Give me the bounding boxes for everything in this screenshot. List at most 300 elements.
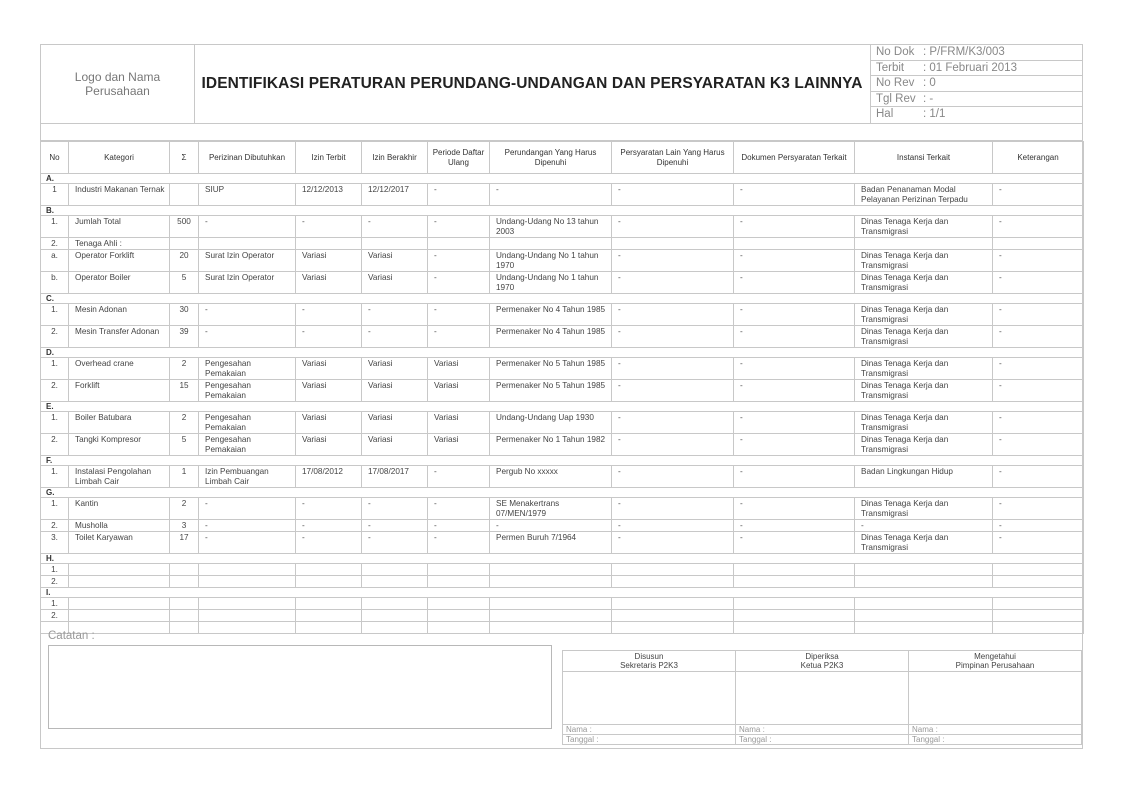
cell-perizinan: Pengesahan Pemakaian [199, 358, 296, 380]
cell-izin-terbit [296, 622, 362, 634]
cell-perizinan [199, 598, 296, 610]
regulation-table [40, 141, 1084, 634]
cell-izin-berakhir [362, 610, 428, 622]
cell-perizinan: Pengesahan Pemakaian [199, 380, 296, 402]
signature-name-label: Nama : [736, 725, 909, 735]
cell-izin-terbit [296, 238, 362, 250]
cell-izin-berakhir: - [362, 498, 428, 520]
cell-no: 1. [41, 564, 69, 576]
cell-persyaratan: - [612, 272, 734, 294]
cell-izin-terbit: Variasi [296, 434, 362, 456]
cell-instansi [855, 238, 993, 250]
cell-sum [170, 238, 199, 250]
cell-keterangan: - [993, 434, 1084, 456]
cell-keterangan: - [993, 466, 1084, 488]
cell-periode: - [428, 498, 490, 520]
cell-perundangan: Undang-Undang Uap 1930 [490, 412, 612, 434]
table-row [41, 326, 1084, 348]
cell-instansi [855, 598, 993, 610]
section-label: E. [41, 402, 1084, 412]
cell-dokumen: - [734, 272, 855, 294]
table-row [41, 434, 1084, 456]
cell-no: 1. [41, 598, 69, 610]
cell-periode [428, 622, 490, 634]
section-label: C. [41, 294, 1084, 304]
cell-kategori: Overhead crane [69, 358, 170, 380]
column-header-periode: Periode Daftar Ulang [428, 142, 490, 174]
signature-name-row [563, 725, 1082, 735]
cell-perizinan: Pengesahan Pemakaian [199, 412, 296, 434]
cell-perundangan: - [490, 520, 612, 532]
section-label: F. [41, 456, 1084, 466]
document-title: IDENTIFIKASI PERATURAN PERUNDANG-UNDANGAN DAN PERSYARATAN K3 LAINNYA [201, 75, 863, 92]
cell-perizinan: - [199, 532, 296, 554]
cell-dokumen: - [734, 304, 855, 326]
table-row [41, 216, 1084, 238]
cell-perundangan [490, 564, 612, 576]
cell-periode: Variasi [428, 434, 490, 456]
cell-izin-terbit [296, 564, 362, 576]
section-row [41, 402, 1084, 412]
doc-info-value: : 0 [923, 77, 936, 90]
cell-persyaratan: - [612, 304, 734, 326]
cell-izin-berakhir: Variasi [362, 434, 428, 456]
doc-info-row [871, 107, 1083, 123]
section-label: A. [41, 174, 1084, 184]
cell-perizinan: Izin Pembuangan Limbah Cair [199, 466, 296, 488]
cell-izin-terbit [296, 598, 362, 610]
cell-kategori: Operator Forklift [69, 250, 170, 272]
cell-dokumen: - [734, 520, 855, 532]
cell-persyaratan: - [612, 434, 734, 456]
cell-kategori [69, 598, 170, 610]
cell-persyaratan: - [612, 412, 734, 434]
cell-perundangan: Permenaker No 5 Tahun 1985 [490, 380, 612, 402]
section-row [41, 206, 1084, 216]
table-header-row [41, 142, 1084, 174]
signature-name-label: Nama : [563, 725, 736, 735]
cell-keterangan: - [993, 520, 1084, 532]
signature-position: Ketua P2K3 [800, 661, 844, 670]
document-info [870, 45, 1083, 123]
signature-position: Sekretaris P2K3 [620, 661, 678, 670]
signature-role: Disusun [634, 652, 664, 661]
cell-perundangan: Undang-Undang No 1 tahun 1970 [490, 272, 612, 294]
cell-kategori: Tangki Kompresor [69, 434, 170, 456]
header-spacer-row [40, 124, 1083, 141]
cell-izin-terbit: Variasi [296, 380, 362, 402]
section-label: B. [41, 206, 1084, 216]
cell-perizinan: - [199, 498, 296, 520]
signature-name-label: Nama : [909, 725, 1082, 735]
cell-no: 2. [41, 610, 69, 622]
column-header-sum: Σ [170, 142, 199, 174]
cell-izin-terbit: - [296, 326, 362, 348]
cell-persyaratan [612, 622, 734, 634]
cell-instansi: Dinas Tenaga Kerja dan Transmigrasi [855, 216, 993, 238]
signature-role: Mengetahui [974, 652, 1016, 661]
cell-sum: 5 [170, 272, 199, 294]
doc-info-value: : - [923, 92, 934, 105]
cell-perundangan [490, 576, 612, 588]
cell-instansi: Dinas Tenaga Kerja dan Transmigrasi [855, 272, 993, 294]
cell-perizinan: SIUP [199, 184, 296, 206]
cell-dokumen [734, 622, 855, 634]
cell-perundangan: Undang-Udang No 13 tahun 2003 [490, 216, 612, 238]
cell-izin-terbit: Variasi [296, 358, 362, 380]
table-row [41, 184, 1084, 206]
cell-sum [170, 598, 199, 610]
cell-perizinan [199, 564, 296, 576]
cell-keterangan: - [993, 358, 1084, 380]
cell-dokumen [734, 598, 855, 610]
cell-kategori: Boiler Batubara [69, 412, 170, 434]
signature-date-label: Tanggal : [563, 735, 736, 745]
cell-kategori: Industri Makanan Ternak [69, 184, 170, 206]
cell-izin-berakhir: - [362, 532, 428, 554]
signature-area [736, 672, 909, 725]
signature-table [562, 650, 1082, 745]
doc-info-key: Tgl Rev [876, 92, 916, 105]
cell-kategori: Mesin Adonan [69, 304, 170, 326]
cell-izin-berakhir [362, 622, 428, 634]
cell-sum: 2 [170, 358, 199, 380]
cell-no: 1. [41, 466, 69, 488]
cell-periode [428, 238, 490, 250]
cell-periode: - [428, 272, 490, 294]
signature-role: Diperiksa [805, 652, 839, 661]
cell-izin-terbit: - [296, 216, 362, 238]
cell-persyaratan: - [612, 358, 734, 380]
cell-keterangan: - [993, 272, 1084, 294]
cell-periode: Variasi [428, 380, 490, 402]
cell-dokumen: - [734, 434, 855, 456]
document-header [40, 44, 1083, 124]
cell-perundangan: Permenaker No 4 Tahun 1985 [490, 326, 612, 348]
cell-keterangan: - [993, 184, 1084, 206]
column-header-izin-berakhir: Izin Berakhir [362, 142, 428, 174]
doc-info-value: : P/FRM/K3/003 [923, 46, 1005, 58]
cell-persyaratan: - [612, 380, 734, 402]
cell-izin-berakhir [362, 598, 428, 610]
cell-perundangan: Permen Buruh 7/1964 [490, 532, 612, 554]
cell-izin-berakhir: 12/12/2017 [362, 184, 428, 206]
cell-no: 1. [41, 216, 69, 238]
cell-periode [428, 564, 490, 576]
cell-dokumen: - [734, 466, 855, 488]
cell-sum: 1 [170, 466, 199, 488]
cell-keterangan: - [993, 250, 1084, 272]
cell-no: 2. [41, 238, 69, 250]
cell-sum: 20 [170, 250, 199, 272]
cell-persyaratan: - [612, 466, 734, 488]
cell-instansi: Dinas Tenaga Kerja dan Transmigrasi [855, 304, 993, 326]
cell-kategori: Operator Boiler [69, 272, 170, 294]
cell-persyaratan [612, 576, 734, 588]
cell-instansi: Badan Penanaman Modal Pelayanan Perizinan Terpadu [855, 184, 993, 206]
section-row [41, 174, 1084, 184]
cell-kategori [69, 564, 170, 576]
cell-keterangan: - [993, 216, 1084, 238]
section-row [41, 294, 1084, 304]
cell-no: 1. [41, 412, 69, 434]
cell-izin-berakhir: Variasi [362, 358, 428, 380]
cell-keterangan [993, 598, 1084, 610]
cell-instansi: Dinas Tenaga Kerja dan Transmigrasi [855, 412, 993, 434]
signature-date-label: Tanggal : [736, 735, 909, 745]
cell-periode [428, 576, 490, 588]
cell-perizinan: Pengesahan Pemakaian [199, 434, 296, 456]
cell-periode: - [428, 250, 490, 272]
cell-kategori: Musholla [69, 520, 170, 532]
cell-izin-terbit: - [296, 304, 362, 326]
column-header-persyaratan: Persyaratan Lain Yang Harus Dipenuhi [612, 142, 734, 174]
cell-instansi: Badan Lingkungan Hidup [855, 466, 993, 488]
cell-persyaratan: - [612, 216, 734, 238]
cell-persyaratan: - [612, 520, 734, 532]
cell-keterangan: - [993, 326, 1084, 348]
cell-periode: Variasi [428, 358, 490, 380]
cell-sum: 15 [170, 380, 199, 402]
cell-izin-berakhir [362, 564, 428, 576]
cell-periode: Variasi [428, 412, 490, 434]
cell-izin-terbit: Variasi [296, 272, 362, 294]
doc-info-key: No Dok [876, 46, 915, 58]
cell-persyaratan: - [612, 498, 734, 520]
cell-sum: 30 [170, 304, 199, 326]
section-row [41, 588, 1084, 598]
cell-dokumen: - [734, 498, 855, 520]
cell-persyaratan [612, 238, 734, 250]
cell-perizinan: - [199, 326, 296, 348]
cell-periode: - [428, 326, 490, 348]
cell-keterangan [993, 576, 1084, 588]
column-header-no: No [41, 142, 69, 174]
doc-info-row [871, 61, 1083, 77]
cell-no: a. [41, 250, 69, 272]
cell-izin-berakhir: Variasi [362, 380, 428, 402]
cell-perizinan: Surat Izin Operator [199, 272, 296, 294]
cell-periode: - [428, 520, 490, 532]
cell-perundangan: - [490, 184, 612, 206]
cell-sum: 500 [170, 216, 199, 238]
cell-dokumen: - [734, 380, 855, 402]
cell-izin-terbit [296, 576, 362, 588]
cell-keterangan: - [993, 532, 1084, 554]
cell-periode: - [428, 184, 490, 206]
cell-keterangan: - [993, 304, 1084, 326]
table-row [41, 412, 1084, 434]
cell-izin-terbit: - [296, 520, 362, 532]
cell-sum [170, 610, 199, 622]
doc-info-row [871, 45, 1083, 61]
cell-perundangan: Permenaker No 1 Tahun 1982 [490, 434, 612, 456]
section-label: G. [41, 488, 1084, 498]
cell-dokumen: - [734, 532, 855, 554]
cell-keterangan: - [993, 380, 1084, 402]
column-header-perizinan: Perizinan Dibutuhkan [199, 142, 296, 174]
cell-kategori [69, 610, 170, 622]
cell-no: 1. [41, 498, 69, 520]
cell-instansi: Dinas Tenaga Kerja dan Transmigrasi [855, 326, 993, 348]
cell-izin-berakhir: Variasi [362, 272, 428, 294]
cell-perundangan: Permenaker No 4 Tahun 1985 [490, 304, 612, 326]
notes-label: Catatan : [48, 630, 95, 642]
cell-dokumen: - [734, 358, 855, 380]
cell-perizinan: - [199, 304, 296, 326]
doc-info-key: Hal [876, 108, 894, 121]
doc-info-row [871, 76, 1083, 92]
cell-instansi: - [855, 520, 993, 532]
cell-periode: - [428, 532, 490, 554]
table-row [41, 250, 1084, 272]
doc-info-key: No Rev [876, 77, 915, 90]
column-header-kategori: Kategori [69, 142, 170, 174]
logo-line-2: Perusahaan [85, 84, 150, 98]
section-label: H. [41, 554, 1084, 564]
cell-no: 2. [41, 434, 69, 456]
cell-perizinan: - [199, 216, 296, 238]
column-header-dokumen: Dokumen Persyaratan Terkait [734, 142, 855, 174]
cell-kategori: Mesin Transfer Adonan [69, 326, 170, 348]
cell-no: 2. [41, 326, 69, 348]
cell-instansi [855, 576, 993, 588]
cell-kategori: Kantin [69, 498, 170, 520]
section-row [41, 488, 1084, 498]
cell-sum: 2 [170, 412, 199, 434]
company-logo-placeholder [41, 45, 195, 123]
cell-izin-terbit: 17/08/2012 [296, 466, 362, 488]
cell-persyaratan [612, 598, 734, 610]
table-row [41, 380, 1084, 402]
table-row [41, 304, 1084, 326]
cell-persyaratan [612, 564, 734, 576]
cell-dokumen: - [734, 250, 855, 272]
cell-perundangan [490, 622, 612, 634]
cell-sum: 39 [170, 326, 199, 348]
cell-dokumen: - [734, 216, 855, 238]
section-row [41, 348, 1084, 358]
table-row [41, 498, 1084, 520]
cell-sum: 3 [170, 520, 199, 532]
cell-no: 3. [41, 532, 69, 554]
cell-perundangan [490, 610, 612, 622]
cell-periode [428, 598, 490, 610]
cell-perizinan [199, 610, 296, 622]
cell-izin-berakhir: - [362, 326, 428, 348]
cell-sum [170, 564, 199, 576]
column-header-perundangan: Perundangan Yang Harus Dipenuhi [490, 142, 612, 174]
cell-keterangan [993, 564, 1084, 576]
cell-dokumen [734, 610, 855, 622]
signature-cell-acknowledged [909, 651, 1082, 672]
cell-izin-berakhir: - [362, 216, 428, 238]
table-row [41, 272, 1084, 294]
cell-no: 1. [41, 358, 69, 380]
cell-instansi: Dinas Tenaga Kerja dan Transmigrasi [855, 434, 993, 456]
cell-no: 2. [41, 520, 69, 532]
cell-dokumen: - [734, 184, 855, 206]
table-row [41, 598, 1084, 610]
cell-keterangan [993, 238, 1084, 250]
cell-izin-terbit: Variasi [296, 250, 362, 272]
cell-persyaratan: - [612, 532, 734, 554]
cell-perundangan [490, 598, 612, 610]
signature-cell-checked [736, 651, 909, 672]
cell-kategori [69, 576, 170, 588]
cell-dokumen [734, 238, 855, 250]
cell-no: 1. [41, 304, 69, 326]
section-row [41, 456, 1084, 466]
cell-persyaratan: - [612, 250, 734, 272]
cell-perundangan: Permenaker No 5 Tahun 1985 [490, 358, 612, 380]
table-row [41, 576, 1084, 588]
cell-izin-berakhir: Variasi [362, 250, 428, 272]
cell-instansi: Dinas Tenaga Kerja dan Transmigrasi [855, 532, 993, 554]
cell-sum [170, 576, 199, 588]
cell-izin-berakhir: - [362, 304, 428, 326]
signature-cell-prepared [563, 651, 736, 672]
cell-instansi [855, 622, 993, 634]
signature-space-row [563, 672, 1082, 725]
cell-instansi: Dinas Tenaga Kerja dan Transmigrasi [855, 250, 993, 272]
cell-instansi: Dinas Tenaga Kerja dan Transmigrasi [855, 498, 993, 520]
cell-perizinan: Surat Izin Operator [199, 250, 296, 272]
cell-izin-terbit [296, 610, 362, 622]
cell-sum: 5 [170, 434, 199, 456]
column-header-izin-terbit: Izin Terbit [296, 142, 362, 174]
cell-periode: - [428, 304, 490, 326]
signature-area [909, 672, 1082, 725]
cell-izin-terbit: - [296, 498, 362, 520]
cell-no: 1 [41, 184, 69, 206]
doc-info-value: : 01 Februari 2013 [923, 61, 1017, 74]
section-row [41, 554, 1084, 564]
cell-no: b. [41, 272, 69, 294]
cell-keterangan: - [993, 498, 1084, 520]
cell-kategori: Instalasi Pengolahan Limbah Cair [69, 466, 170, 488]
cell-kategori: Jumlah Total [69, 216, 170, 238]
table-row [41, 564, 1084, 576]
doc-info-key: Terbit [876, 61, 905, 74]
cell-dokumen [734, 564, 855, 576]
cell-kategori: Toilet Karyawan [69, 532, 170, 554]
cell-periode: - [428, 466, 490, 488]
cell-persyaratan: - [612, 326, 734, 348]
cell-instansi [855, 610, 993, 622]
doc-info-row [871, 92, 1083, 108]
cell-izin-terbit: Variasi [296, 412, 362, 434]
cell-izin-berakhir: 17/08/2017 [362, 466, 428, 488]
cell-keterangan: - [993, 412, 1084, 434]
cell-periode [428, 610, 490, 622]
cell-dokumen: - [734, 326, 855, 348]
cell-instansi: Dinas Tenaga Kerja dan Transmigrasi [855, 380, 993, 402]
cell-persyaratan: - [612, 184, 734, 206]
signature-date-label: Tanggal : [909, 735, 1082, 745]
table-row [41, 466, 1084, 488]
section-label: I. [41, 588, 1084, 598]
section-label: D. [41, 348, 1084, 358]
cell-sum: 2 [170, 498, 199, 520]
signature-position: Pimpinan Perusahaan [955, 661, 1035, 670]
table-row [41, 622, 1084, 634]
cell-instansi: Dinas Tenaga Kerja dan Transmigrasi [855, 358, 993, 380]
cell-dokumen: - [734, 412, 855, 434]
cell-sum [170, 622, 199, 634]
cell-perizinan: - [199, 520, 296, 532]
cell-dokumen [734, 576, 855, 588]
